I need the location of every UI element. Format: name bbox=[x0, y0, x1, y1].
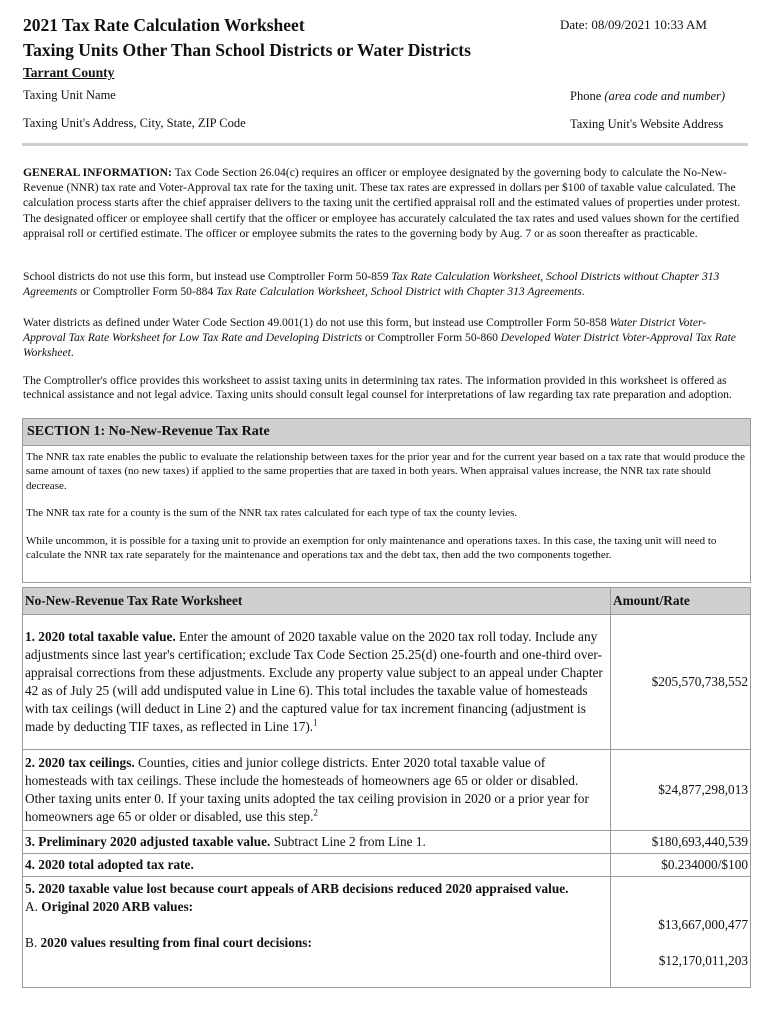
worksheet-title: 2021 Tax Rate Calculation Worksheet bbox=[23, 15, 305, 35]
water-districts-paragraph: Water districts as defined under Water Code Section 49.001(1) do not use this form, but instead use Comptroller Form 50-858 Water District Voter-Approval Tax Rate Worksheet for Low Tax Rate and Developing Districts or Comptroller Form 50-860 Developed Water District Voter-Approval Tax Rate Worksheet. bbox=[23, 316, 736, 360]
table-header-row bbox=[23, 588, 751, 615]
line-4-amount: $0.234000/$100 bbox=[611, 854, 751, 877]
worksheet-column-header: No-New-Revenue Tax Rate Worksheet bbox=[23, 588, 611, 615]
section-1-intro bbox=[23, 446, 750, 582]
date-stamp: Date: 08/09/2021 10:33 AM bbox=[560, 17, 707, 32]
section-1-paragraph: While uncommon, it is possible for a taxing unit to provide an exemption for only maintenance and operations taxes. In this case, the taxing unit will need to calculate the NNR tax rate separately for the maintenance and operations tax and the debt tax, then add the two components together. bbox=[26, 534, 717, 562]
nnr-worksheet-table bbox=[22, 587, 751, 988]
line-2-description: 2. 2020 tax ceilings. Counties, cities and junior college districts. Enter 2020 total taxable value of homesteads with tax ceilings. These include the homesteads of homeowners age 65 or older or disabled. Other taxing units enter 0. If your taxing units adopted the tax ceiling provision in 2020 or a prior year for homeowners age 65 or older or disabled, use this step.$^2$ bbox=[23, 750, 611, 831]
school-districts-paragraph: School districts do not use this form, but instead use Comptroller Form 50-859 Tax Rate Calculation Worksheet, School Districts without Chapter 313 Agreements or Comptroller Form 50-884 Tax Rate Calculation Worksheet, School District with Chapter 313 Agreements. bbox=[23, 270, 720, 299]
line-5b-amount: $12,170,011,203 bbox=[658, 953, 748, 968]
phone-label: Phone (area code and number) bbox=[570, 89, 726, 103]
header-divider bbox=[22, 143, 748, 146]
table-row bbox=[23, 831, 751, 854]
section-1-title: SECTION 1: No-New-Revenue Tax Rate bbox=[23, 419, 750, 446]
worksheet-subtitle: Taxing Units Other Than School Districts or Water Districts bbox=[23, 40, 471, 60]
website-label: Taxing Unit's Website Address bbox=[570, 117, 724, 131]
taxing-unit-name-label: Taxing Unit Name bbox=[23, 88, 116, 102]
line-3-amount: $180,693,440,539 bbox=[611, 831, 751, 854]
taxing-unit-address-label: Taxing Unit's Address, City, State, ZIP Code bbox=[23, 116, 246, 130]
line-5-description: 5. 2020 taxable value lost because court appeals of ARB decisions reduced 2020 appraised value. A. Original 2020 ARB values: B. 2020 values resulting from final court decisions: bbox=[23, 877, 611, 988]
line-5a-amount: $13,667,000,477 bbox=[658, 917, 748, 932]
line-2-amount: $24,877,298,013 bbox=[611, 750, 751, 831]
comptroller-paragraph: The Comptroller's office provides this worksheet to assist taxing units in determining tax rates. The information provided in this worksheet is offered as technical assistance and not legal advice. Taxing units should consult legal counsel for interpretations of law regarding tax rate preparation and adoption. bbox=[23, 374, 732, 401]
line-3-description: 3. Preliminary 2020 adjusted taxable value. Subtract Line 2 from Line 1. bbox=[23, 831, 611, 854]
section-1-paragraph: The NNR tax rate for a county is the sum of the NNR tax rates calculated for each type of tax the county levies. bbox=[26, 507, 518, 520]
table-row bbox=[23, 877, 751, 988]
county-name: Tarrant County bbox=[23, 65, 115, 80]
table-row bbox=[23, 854, 751, 877]
general-information-paragraph: GENERAL INFORMATION: Tax Code Section 26.04(c) requires an officer or employee designated by the governing body to calculate the No-New-Revenue (NNR) tax rate and Voter-Approval tax rate for the taxing unit. These tax rates are expressed in dollars per $100 of taxable value calculated. The calculation process starts after the chief appraiser delivers to the taxing unit the certified appraisal roll and the estimated values of properties under protest. The designated officer or employee shall certify that the officer or employee has accurately calculated the tax rates and used values shown for the certified appraisal roll or certified estimate. The officer or employee submits the rates to the governing body by Aug. 7 or as soon thereafter as practicable. bbox=[23, 166, 741, 240]
section-1-paragraph: The NNR tax rate enables the public to evaluate the relationship between taxes for the prior year and for the current year based on a tax rate that would produce the same amount of taxes (no new taxes) if applied to the same properties that are taxed in both years. When appraisal values increase, the NNR tax rate should decrease. bbox=[26, 451, 745, 492]
table-row bbox=[23, 750, 751, 831]
section-1 bbox=[22, 418, 751, 583]
line-1-amount: $205,570,738,552 bbox=[611, 615, 751, 750]
table-row bbox=[23, 615, 751, 750]
line-1-description: 1. 2020 total taxable value. Enter the amount of 2020 taxable value on the 2020 tax roll today. Include any adjustments since last year's certification; exclude Tax Code Section 25.25(d) one-fourth and one-third over-appraisal corrections from these adjustments. Exclude any property value subject to an appeal under Chapter 42 as of July 25 (will add undisputed value in Line 6). This total includes the taxable value of homesteads with tax ceilings (will deduct in Line 2) and the captured value for tax increment financing (adjustment is made by deducting TIF taxes, as reflected in Line 17).$^1$ bbox=[23, 615, 611, 750]
line-5-amounts bbox=[611, 877, 751, 988]
line-4-description: 4. 2020 total adopted tax rate. bbox=[23, 854, 611, 877]
amount-column-header: Amount/Rate bbox=[611, 588, 751, 615]
